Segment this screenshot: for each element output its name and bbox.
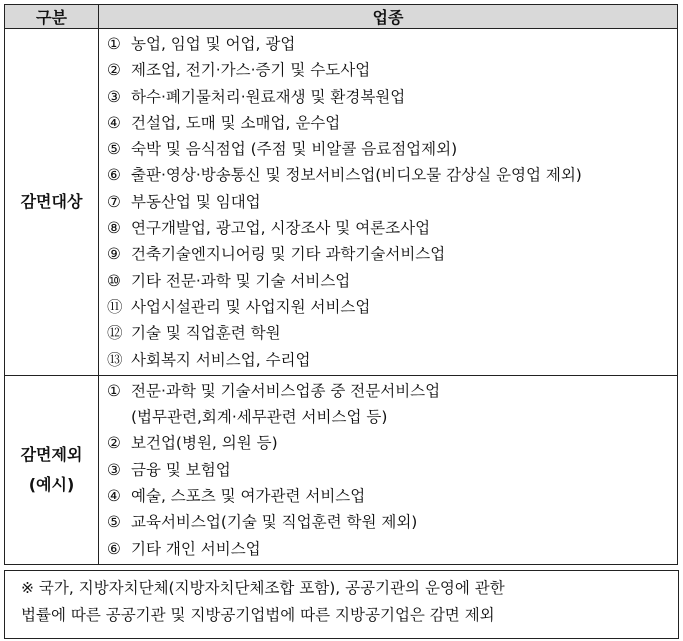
item-text: 기술 및 직업훈련 학원 [131, 324, 281, 343]
item-number: ⑩ [107, 271, 121, 290]
item-text: 기타 개인 서비스업 [131, 539, 261, 558]
item-number: ⑦ [107, 192, 121, 211]
item-text: 출판·영상·방송통신 및 정보서비스업(비디오물 감상실 운영업 제외) [131, 166, 582, 185]
item-number: ⑤ [107, 513, 121, 532]
header-category: 구분 [5, 5, 99, 29]
item-number: ⑥ [107, 539, 121, 558]
list-item [107, 215, 677, 241]
item-number: ⑬ [107, 350, 123, 369]
industry-table [4, 4, 678, 565]
list-item [107, 57, 677, 83]
header-industry: 업종 [99, 5, 678, 29]
list-item [107, 347, 677, 373]
table-row [5, 29, 678, 376]
item-text: 사업시설관리 및 사업지원 서비스업 [131, 297, 371, 316]
industry-list-cell [99, 29, 678, 376]
list-item [107, 378, 677, 404]
category-label: 감면제외 [20, 444, 83, 464]
item-text: 숙박 및 음식점업 (주점 및 비알콜 음료점업제외) [131, 140, 458, 159]
item-text: 금융 및 보험업 [131, 460, 231, 479]
item-number: ④ [107, 487, 121, 506]
list-item [107, 404, 677, 430]
item-text: 제조업, 전기·가스·증기 및 수도사업 [131, 61, 371, 80]
list-item [107, 509, 677, 535]
list-item [107, 162, 677, 188]
list-item [107, 457, 677, 483]
list-item [107, 136, 677, 162]
item-text: 연구개발업, 광고업, 시장조사 및 여론조사업 [131, 219, 431, 238]
table-header-row [5, 5, 678, 29]
table-row [5, 375, 678, 564]
list-item [107, 320, 677, 346]
item-text: 건축기술엔지니어링 및 기타 과학기술서비스업 [131, 245, 446, 264]
list-item [107, 84, 677, 110]
item-number: ② [107, 434, 121, 453]
item-number: ② [107, 61, 121, 80]
item-text: 교육서비스업(기술 및 직업훈련 학원 제외) [131, 513, 418, 532]
list-item [107, 31, 677, 57]
item-text: 부동산업 및 임대업 [131, 192, 261, 211]
item-number: ⑤ [107, 140, 121, 159]
item-text: 농업, 임업 및 어업, 광업 [131, 35, 296, 53]
item-number: ① [107, 381, 121, 400]
list-item [107, 268, 677, 294]
list-item [107, 536, 677, 562]
item-number: ④ [107, 113, 121, 132]
item-number: ① [107, 35, 121, 53]
item-text: 기타 전문·과학 및 기술 서비스업 [131, 271, 351, 290]
category-label: 감면대상 [20, 191, 83, 211]
list-item [107, 189, 677, 215]
industry-list-cell [99, 375, 678, 564]
item-text: 건설업, 도매 및 소매업, 운수업 [131, 113, 341, 132]
item-text: 전문·과학 및 기술서비스업종 중 전문서비스업 [131, 381, 441, 400]
note-line-2: 법률에 따른 공공기관 및 지방공기업법에 따른 지방공기업은 감면 제외 [21, 606, 495, 624]
category-label: (예시) [28, 474, 75, 494]
note-line-1: ※ 국가, 지방자치단체(지방자치단체조합 포함), 공공기관의 운영에 관한 [21, 579, 505, 597]
item-text: 사회복지 서비스업, 수리업 [131, 350, 311, 369]
item-number: ③ [107, 87, 121, 106]
category-cell [5, 29, 99, 376]
item-number: ⑨ [107, 245, 121, 264]
item-text: 보건업(병원, 의원 등) [131, 434, 278, 453]
item-number: ⑥ [107, 166, 121, 185]
list-item [107, 294, 677, 320]
list-item [107, 241, 677, 267]
item-text: 예술, 스포츠 및 여가관련 서비스업 [131, 487, 366, 506]
item-number: ⑪ [107, 297, 123, 316]
list-item [107, 483, 677, 509]
category-cell [5, 375, 99, 564]
item-text: 하수·폐기물처리·원료재생 및 환경복원업 [131, 87, 406, 106]
item-text: (법무관련,회계·세무관련 서비스업 등) [131, 408, 388, 427]
item-number: ③ [107, 460, 121, 479]
item-number: ⑫ [107, 324, 123, 343]
exemption-note [4, 570, 679, 639]
list-item [107, 110, 677, 136]
item-number: ⑧ [107, 219, 121, 238]
list-item [107, 430, 677, 456]
